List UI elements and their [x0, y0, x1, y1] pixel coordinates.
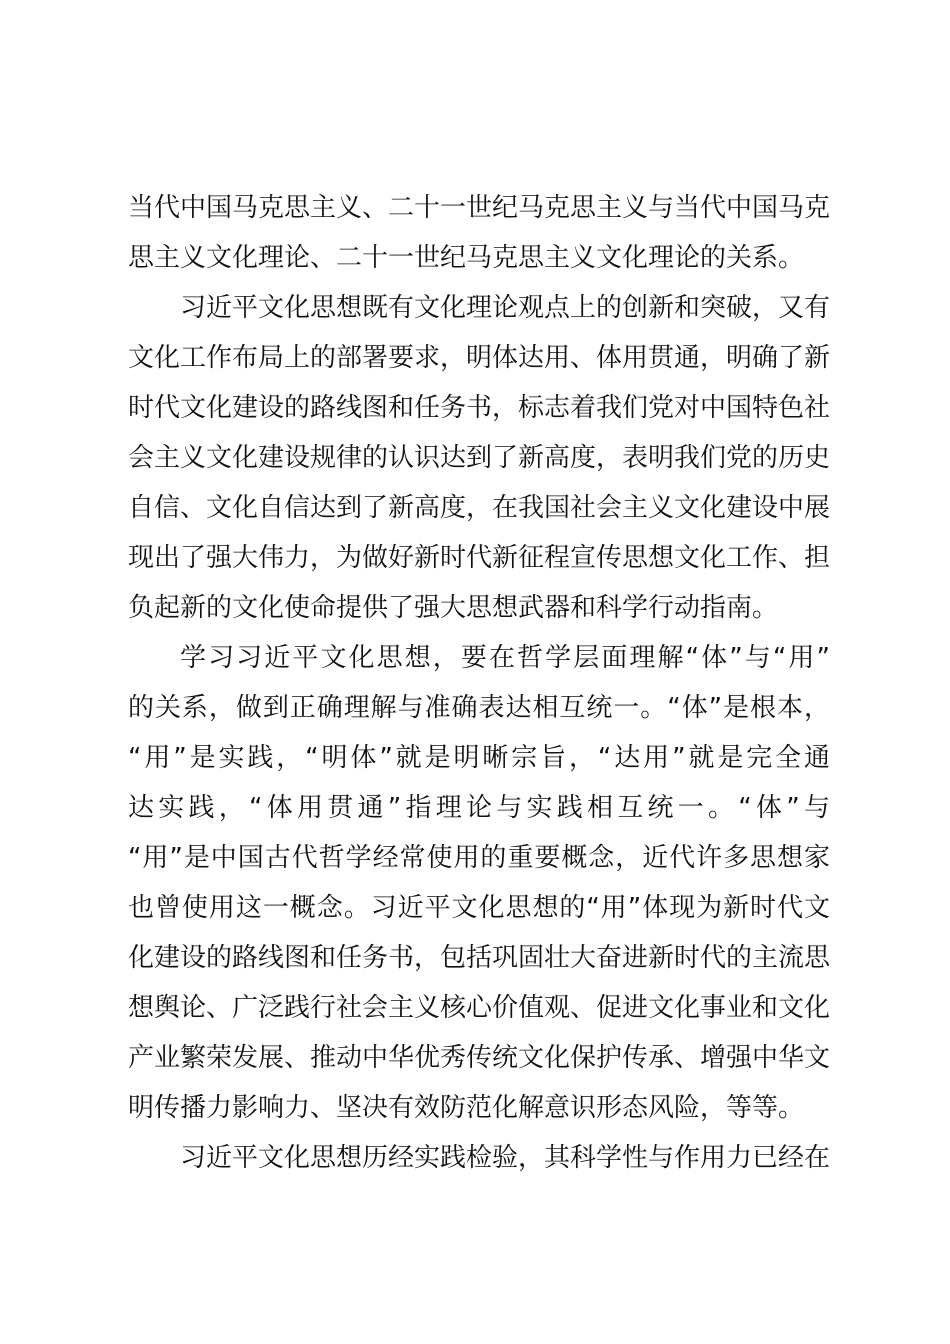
text-line: 想舆论、广泛践行社会主义核心价值观、促进文化事业和文化	[128, 993, 831, 1023]
paragraph	[128, 283, 830, 633]
text-line: 文化工作布局上的部署要求，明体达用、体用贯通，明确了新	[128, 343, 831, 373]
text-line: 产业繁荣发展、推动中华优秀传统文化保护传承、增强中华文	[128, 1043, 831, 1073]
text-line: 现出了强大伟力，为做好新时代新征程宣传思想文化工作、担	[128, 543, 831, 573]
text-line: 会主义文化建设规律的认识达到了新高度，表明我们党的历史	[128, 443, 831, 473]
paragraph	[128, 1133, 830, 1183]
text-line: 学习习近平文化思想，要在哲学层面理解“体”与“用”	[180, 643, 830, 673]
text-line: 的关系，做到正确理解与准确表达相互统一。“体”是根本，	[128, 693, 830, 723]
text-line: 也曾使用这一概念。习近平文化思想的“用”体现为新时代文	[128, 893, 830, 923]
text-line: 习近平文化思想既有文化理论观点上的创新和突破，又有	[180, 293, 831, 323]
paragraph	[128, 183, 830, 283]
text-line: 思主义文化理论、二十一世纪马克思主义文化理论的关系。	[128, 243, 805, 273]
paragraph	[128, 633, 830, 1133]
text-line: 自信、文化自信达到了新高度，在我国社会主义文化建设中展	[128, 493, 831, 523]
text-line: “用”是实践，“明体”就是明晰宗旨，“达用”就是完全通	[128, 743, 830, 773]
text-line: 当代中国马克思主义、二十一世纪马克思主义与当代中国马克	[128, 193, 831, 223]
text-line: “用”是中国古代哲学经常使用的重要概念，近代许多思想家	[128, 843, 830, 873]
text-line: 负起新的文化使命提供了强大思想武器和科学行动指南。	[128, 593, 779, 623]
document-page	[128, 183, 830, 1183]
text-line: 时代文化建设的路线图和任务书，标志着我们党对中国特色社	[128, 393, 831, 423]
text-line: 明传播力影响力、坚决有效防范化解意识形态风险，等等。	[128, 1093, 805, 1123]
text-line: 达实践，“体用贯通”指理论与实践相互统一。“体”与	[128, 793, 830, 823]
text-line: 化建设的路线图和任务书，包括巩固壮大奋进新时代的主流思	[128, 943, 831, 973]
text-line: 习近平文化思想历经实践检验，其科学性与作用力已经在	[180, 1143, 831, 1173]
